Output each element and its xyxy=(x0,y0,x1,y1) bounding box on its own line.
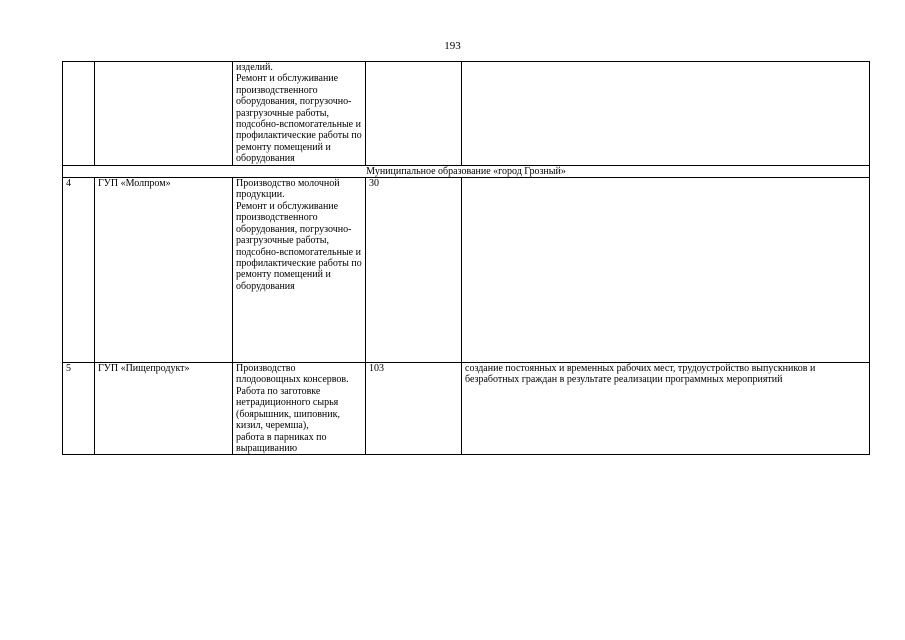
cell-activity xyxy=(233,363,366,455)
table-row-continued xyxy=(63,62,870,166)
cell-organization: ГУП «Молпром» xyxy=(95,178,233,363)
cell-result xyxy=(462,178,870,363)
cell-result xyxy=(462,62,870,166)
cell-count: 30 xyxy=(366,178,462,363)
cell-number: 5 xyxy=(63,363,95,455)
activity-line: Ремонт и обслуживание производственного оборудования, погрузочно-разгрузочные работы, подсобно-вспомогательные и профилактические работы по ремонту помещений и оборудования xyxy=(236,73,362,165)
cell-result: создание постоянных и временных рабочих мест, трудоустройство выпускников и безработных граждан в результате реализации программных мероприятий xyxy=(462,363,870,455)
cell-activity xyxy=(233,62,366,166)
cell-activity xyxy=(233,178,366,363)
table-row xyxy=(63,363,870,455)
cell-organization xyxy=(95,62,233,166)
cell-number: 4 xyxy=(63,178,95,363)
programs-table xyxy=(62,61,870,455)
table-row xyxy=(63,178,870,363)
cell-count xyxy=(366,62,462,166)
cell-count: 103 xyxy=(366,363,462,455)
cell-number xyxy=(63,62,95,166)
cell-organization: ГУП «Пищепродукт» xyxy=(95,363,233,455)
activity-line: Работа по заготовке нетрадиционного сырья (боярышник, шиповник, кизил, черемша), xyxy=(236,385,340,432)
activity-line: работа в парниках по выращиванию xyxy=(236,431,327,454)
activity-line: Ремонт и обслуживание производственного оборудования, погрузочно-разгрузочные работы, подсобно-вспомогательные и профилактические работы по ремонту помещений и оборудования xyxy=(236,200,362,292)
section-row xyxy=(63,165,870,177)
activity-line: Производство молочной продукции. xyxy=(236,178,340,201)
page-number: 193 xyxy=(444,40,461,52)
activity-line: изделий. xyxy=(236,62,273,73)
activity-line: Производство плодоовощных консервов. xyxy=(236,363,349,386)
section-title: Муниципальное образование «город Грозный» xyxy=(63,165,870,177)
